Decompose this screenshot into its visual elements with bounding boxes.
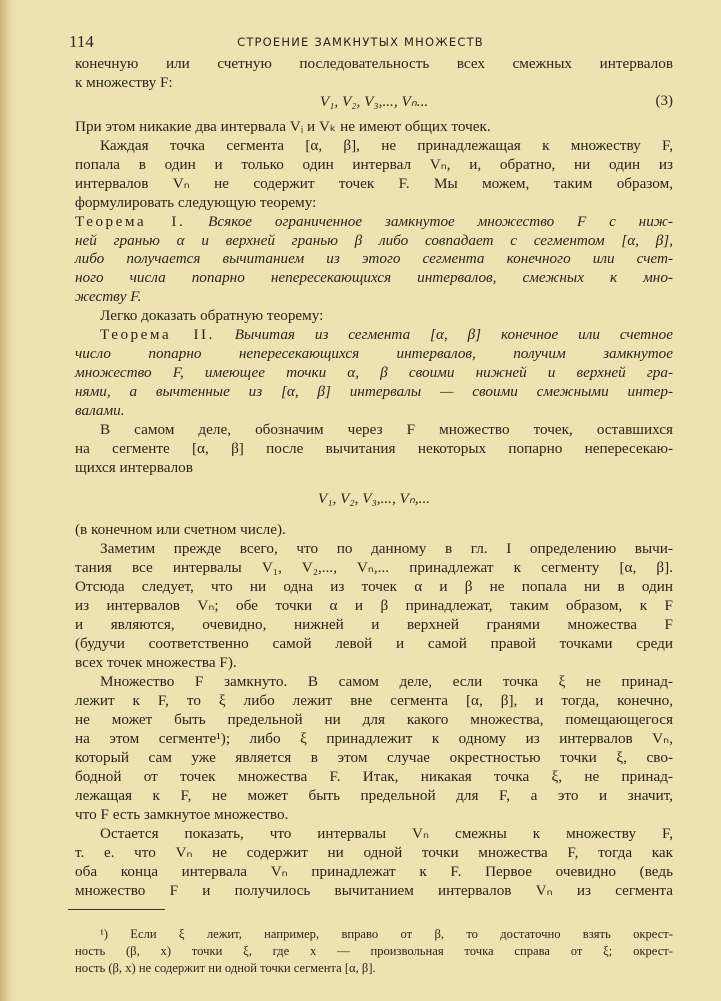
text-line: не может быть предельной ни для какого множества, помещающегося xyxy=(75,711,673,728)
text-line: из интервалов Vₙ; обе точки α и β принадлежат, таким образом, к F xyxy=(75,597,673,614)
text-line: нями, а вычтенные из [α, β] интервалы — своими смежными интер- xyxy=(75,383,673,400)
text-line: множество F, имеющее точки α, β своими нижней и верхней гра- xyxy=(75,364,673,381)
page-number: 114 xyxy=(69,32,94,51)
text-line: число попарно непересекающихся интервалов, получим замкнутое xyxy=(75,345,673,362)
text-line: на этом сегменте¹); либо ξ принадлежит к одному из интервалов Vₙ, xyxy=(75,730,673,747)
equation-formula: V₁, V₂, V₃,..., Vₙ... xyxy=(319,93,429,110)
page-edge-shadow xyxy=(0,0,14,1001)
footnote-line: ¹) Если ξ лежит, например, вправо от β, то достаточно взять окрест- xyxy=(100,927,673,941)
text-line: на сегменте [α, β] после вычитания некоторых попарно непересекаю- xyxy=(75,440,673,457)
text-line: Легко доказать обратную теорему: xyxy=(100,307,324,324)
theorem-label: Теорема I. xyxy=(75,213,186,230)
text-line: Множество F замкнуто. В самом деле, если точка ξ не принад- xyxy=(100,673,673,690)
text-line: Заметим прежде всего, что по данному в гл. I определению вычи- xyxy=(100,540,673,557)
text-line xyxy=(75,213,673,231)
text-line: оба конца интервала Vₙ принадлежат к F. Первое очевидно (ведь xyxy=(75,863,673,880)
text-line: тания все интервалы V₁, V₂,..., Vₙ,... принадлежат к сегменту [α, β]. xyxy=(75,559,673,576)
text-line: который сам уже является в этом случае окрестностью точки ξ, сво- xyxy=(75,749,673,766)
footnote-line: ность (β, x) точки ξ, где x — произвольная точка справа от ξ; окрест- xyxy=(75,944,673,958)
text-line: всех точек множества F). xyxy=(75,654,237,671)
text-line: валами. xyxy=(75,402,125,419)
text-line: к множеству F: xyxy=(75,74,173,91)
text-line: жеству F. xyxy=(75,288,142,305)
text-line: Каждая точка сегмента [α, β], не принадлежащая к множеству F, xyxy=(100,137,673,154)
text-line: ней гранью α и верхней гранью β либо совпадает с сегментом [α, β], xyxy=(75,232,673,249)
text-line: щихся интервалов xyxy=(75,459,193,476)
text-line: и являются, очевидно, нижней и верхней гранями множества F xyxy=(75,616,673,633)
text-line: Остается показать, что интервалы Vₙ смежны к множеству F, xyxy=(100,825,673,842)
text-line: либо получается вычитанием из этого сегмента конечного или счет- xyxy=(75,250,673,267)
theorem-text: Всякое ограниченное замкнутое множество F с ниж- xyxy=(185,213,673,230)
text-line: бодной от точек множества F. Итак, никакая точка ξ, не принад- xyxy=(75,768,673,785)
text-line: Отсюда следует, что ни одна из точек α и β не попала ни в один xyxy=(75,578,673,595)
text-line: лежащая к F, не может быть предельной для F, а это и значит, xyxy=(75,787,673,804)
theorem-text: Вычитая из сегмента [α, β] конечное или счетное xyxy=(214,326,673,343)
text-line: лежит к F, то ξ либо лежит вне сегмента [α, β], и тогда, конечно, xyxy=(75,692,673,709)
text-line: В самом деле, обозначим через F множество точек, оставшихся xyxy=(100,421,673,438)
text-line: множество F и получилось вычитанием интервалов Vₙ из сегмента xyxy=(75,882,673,899)
running-header: СТРОЕНИЕ ЗАМКНУТЫХ МНОЖЕСТВ xyxy=(237,35,484,49)
footnote-rule xyxy=(68,909,165,910)
equation-number: (3) xyxy=(655,93,673,109)
text-line: (в конечном или счетном числе). xyxy=(75,521,286,538)
text-line: формулировать следующую теорему: xyxy=(75,194,317,211)
text-line: попала в один и только один интервал Vₙ, и, обратно, ни один из xyxy=(75,156,673,173)
theorem-label: Теорема II. xyxy=(100,326,215,343)
text-line: ного числа попарно непересекающихся интервалов, смежных к мно- xyxy=(75,269,673,286)
text-line: интервалов Vₙ не содержит точек F. Мы можем, таким образом, xyxy=(75,175,673,192)
equation-3 xyxy=(75,93,673,111)
text-line: т. е. что Vₙ не содержит ни одной точки множества F, тогда как xyxy=(75,844,673,861)
text-line: (будучи соответственно самой левой и самой правой точками среди xyxy=(75,635,673,652)
text-line xyxy=(100,326,673,344)
footnote-line: ность (β, x) не содержит ни одной точки сегмента [α, β]. xyxy=(75,961,376,975)
text-line: что F есть замкнутое множество. xyxy=(75,806,289,823)
text-line: При этом никакие два интервала Vᵢ и Vₖ не имеют общих точек. xyxy=(75,118,491,135)
text-line: конечную или счетную последовательность всех смежных интервалов xyxy=(75,55,673,72)
text-line: V₁, V₂, V₃,..., Vₙ,... xyxy=(317,490,431,507)
